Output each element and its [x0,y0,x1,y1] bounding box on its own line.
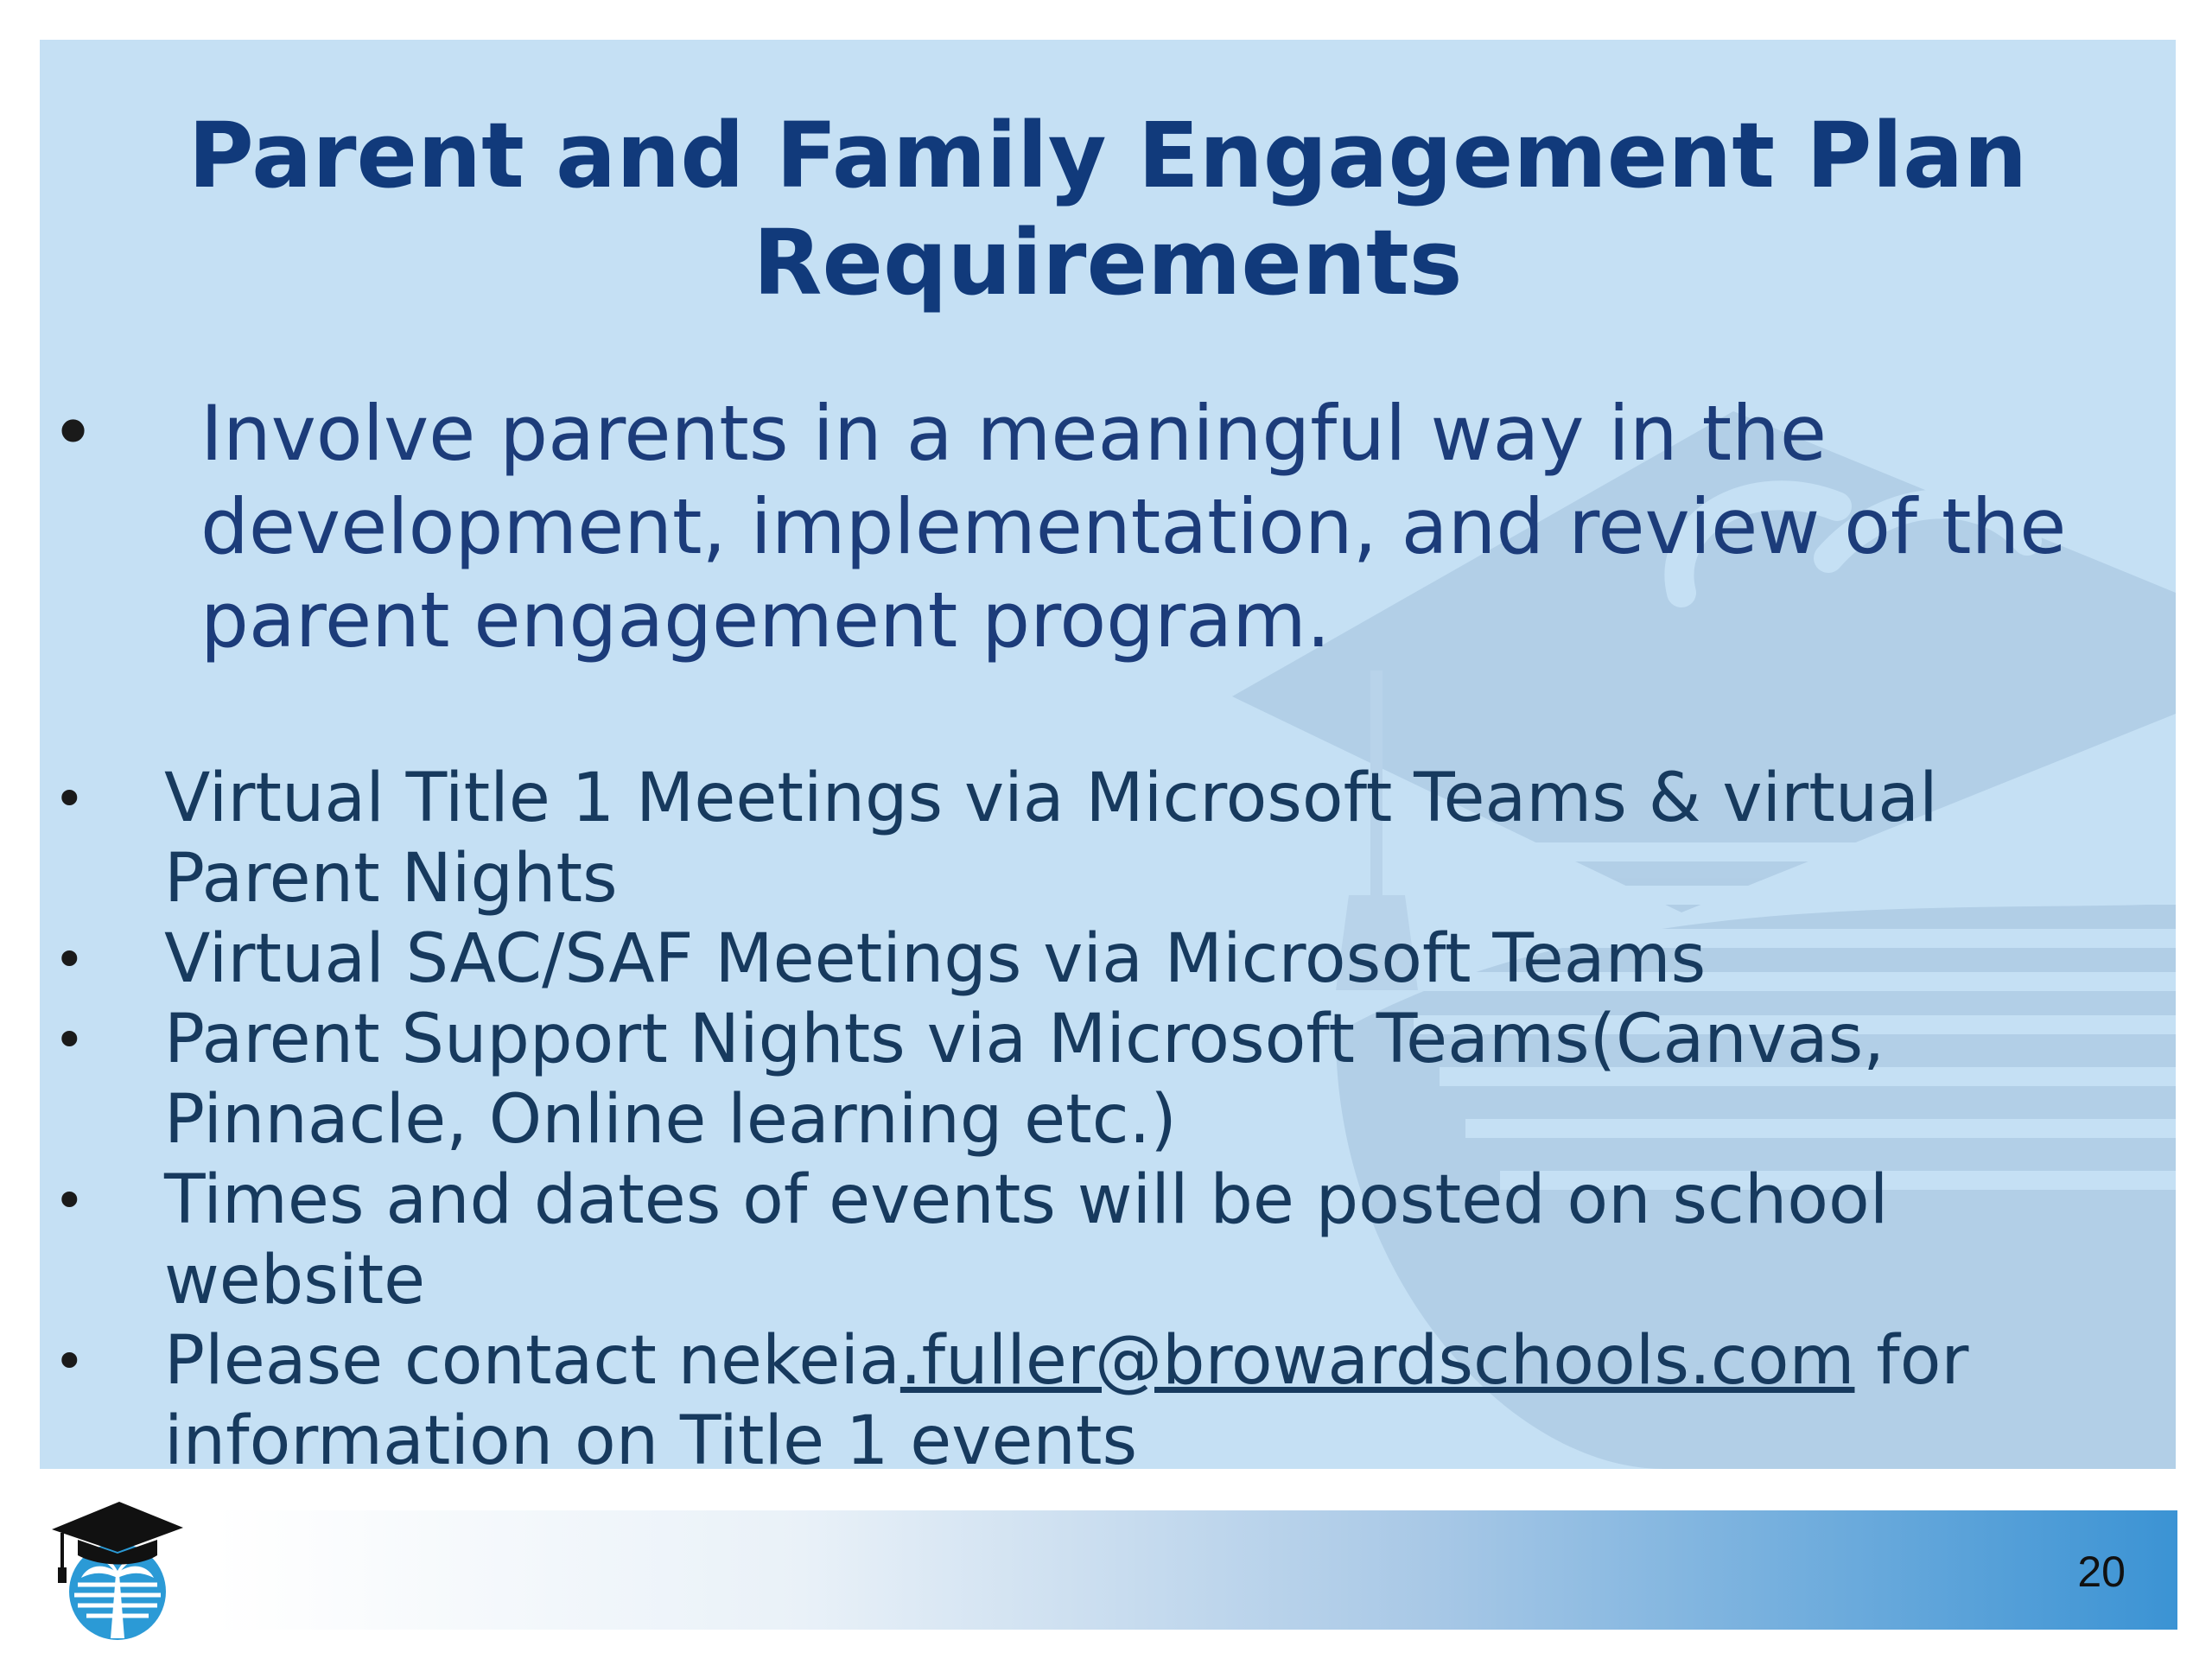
footer-band [214,1510,2177,1630]
contact-item-text [164,1321,2152,1469]
list-item [40,1321,2176,1469]
slide-title [40,102,2176,316]
list-item-text: Times and dates of events will be posted on school website [164,1161,1889,1319]
list-item-text: Parent Support Nights via Microsoft Teams(Canvas, Pinnacle, Online learning etc.) [164,1001,1885,1159]
list-item-text: Virtual SAC/SAF Meetings via Microsoft Teams [164,920,1707,998]
main-bullet-text: Involve parents in a meaningful way in the development, implementation, and review of the parent engagement program. [200,389,2067,664]
page-number: 20 [2077,1548,2126,1596]
bullet-marker: • [54,1330,86,1393]
bullet-list [40,759,2176,1469]
bullet-marker: • [54,928,86,991]
bullet-marker: • [54,767,86,830]
bullet-marker: • [54,1169,86,1232]
slide-title-line-1: Parent and Family Engagement Plan [188,103,2028,208]
contact-suffix: for information on Title 1 events [164,1322,1969,1469]
email-link[interactable]: .fuller@browardschools.com [899,1322,1855,1400]
list-item-text: Virtual Title 1 Meetings via Microsoft Teams & virtual Parent Nights [164,760,1938,918]
list-item [40,1160,2176,1321]
slide-content-panel [40,40,2176,1469]
list-item [40,1000,2176,1160]
contact-prefix: Please contact nekeia [164,1322,900,1400]
bullet-marker: • [50,388,97,479]
broward-schools-logo-icon [48,1495,187,1642]
bullet-marker: • [54,1008,86,1071]
list-item [40,919,2176,1000]
slide-title-line-2: Requirements [753,210,1463,315]
list-item [40,759,2176,919]
